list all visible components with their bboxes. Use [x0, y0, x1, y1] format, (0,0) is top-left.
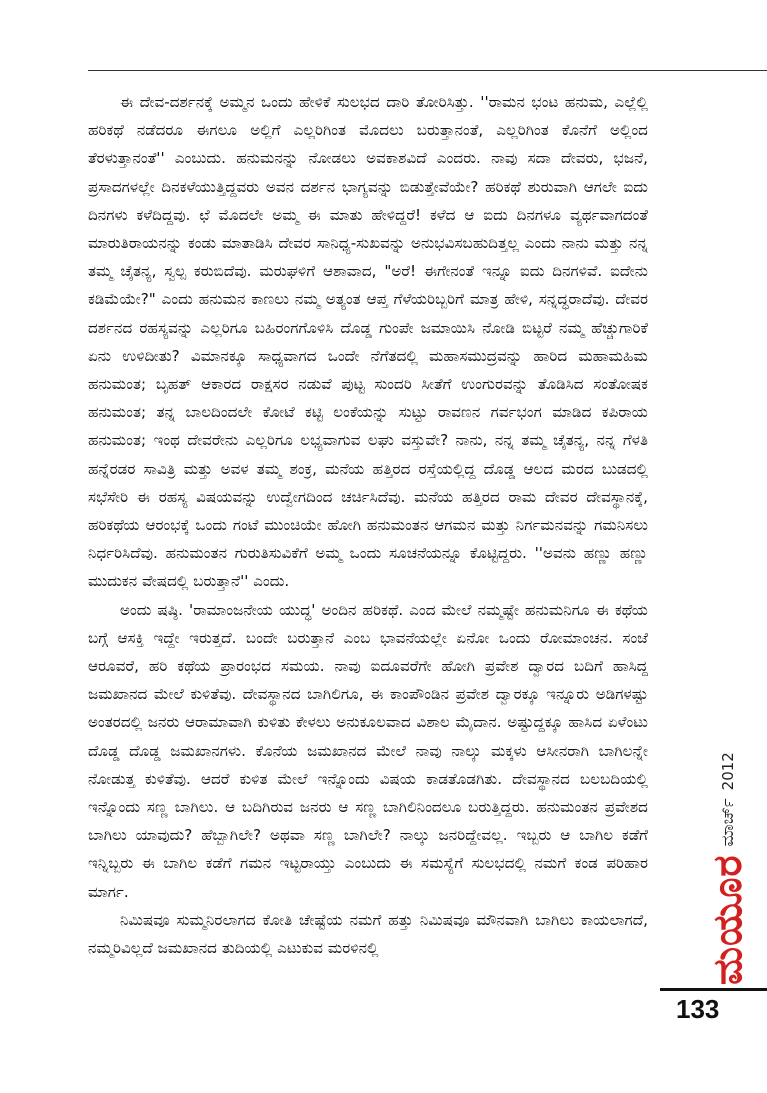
paragraph-2: ಅಂದು ಷಷ್ಠಿ. 'ರಾಮಾಂಜನೇಯ ಯುದ್ಧ' ಅಂದಿನ ಹರಿಕಥೆ. ಎಂದ ಮೇಲೆ ನಮ್ಮಷ್ಟೇ ಹನುಮನಿಗೂ ಈ ಕಥೆಯ ಬಗ್ಗೆ ಆಸಕ್ತಿ ಇದ್ದೇ ಇರುತ್ತದೆ. ಬಂದೇ ಬರುತ್ತಾನೆ ಎಂಬ ಭಾವನೆಯಲ್ಲೇ ಏನೋ ಒಂದು ರೋಮಾಂಚನ. ಸಂಜೆ ಆರೂವರೆ, ಹರಿ ಕಥೆಯ ಪ್ರಾರಂಭದ ಸಮಯ. ನಾವು ಐದೂವರೆಗೇ ಹೋಗಿ ಪ್ರವೇಶ ದ್ವಾರದ ಬದಿಗೆ ಹಾಸಿದ್ದ ಜಮಖಾನದ ಮೇಲೆ ಕುಳಿತೆವು. ದೇವಸ್ಥಾನದ ಬಾಗಿಲಿಗೂ, ಈ ಕಾಂಪೌಂಡಿನ ಪ್ರವೇಶ ದ್ವಾರಕ್ಕೂ ಇನ್ನೂರು ಅಡಿಗಳಷ್ಟು ಅಂತರದಲ್ಲಿ ಜನರು ಆರಾಮಾವಾಗಿ ಕುಳಿತು ಕೇಳಲು ಅನುಕೂಲವಾದ ವಿಶಾಲ ಮೈದಾನ. ಅಷ್ಟುದ್ದಕ್ಕೂ ಹಾಸಿದ ಏಳೆಂಟು ದೊಡ್ಡ ದೊಡ್ಡ ಜಮಖಾನಗಳು. ಕೊನೆಯ ಜಮಖಾನದ ಮೇಲೆ ನಾವು ನಾಲ್ಕು ಮಕ್ಕಳು ಆಸೀನರಾಗಿ ಬಾಗಿಲನ್ನೇ ನೋಡುತ್ತ ಕುಳಿತೆವು. ಆದರೆ ಕುಳಿತ ಮೇಲೆ ಇನ್ನೊಂದು ವಿಷಯ ಕಾಡತೊಡಗಿತು. ದೇವಸ್ಥಾನದ ಬಲಬದಿಯಲ್ಲಿ ಇನ್ನೊಂದು ಸಣ್ಣ ಬಾಗಿಲು. ಆ ಬದಿಗಿರುವ ಜನರು ಆ ಸಣ್ಣ ಬಾಗಿಲಿನಿಂದಲೂ ಬರುತ್ತಿದ್ದರು. ಹನುಮಂತನ ಪ್ರವೇಶದ ಬಾಗಿಲು ಯಾವುದು? ಹೆಬ್ಬಾಗಿಲೇ? ಅಥವಾ ಸಣ್ಣ ಬಾಗಿಲೇ? ನಾಲ್ಕು ಜನರಿದ್ದೇವಲ್ಲ. ಇಬ್ಬರು ಆ ಬಾಗಿಲ ಕಡೆಗೆ ಇನ್ನಿಬ್ಬರು ಈ ಬಾಗಿಲ ಕಡೆಗೆ ಗಮನ ಇಟ್ಟರಾಯ್ತು ಎಂಬುದು ಈ ಸಮಸ್ಯೆಗೆ ಸುಲಭದಲ್ಲಿ ನಮಗೆ ಕಂಡ ಪರಿಹಾರ ಮಾರ್ಗ.	[88, 600, 648, 901]
article-body	[88, 88, 648, 962]
header-rule	[88, 70, 767, 71]
issue-year: 2012	[719, 752, 737, 791]
page-number: 133	[676, 994, 720, 1024]
issue-month: ಮಾರ್ಚ್	[718, 798, 738, 847]
paragraph-1: ಈ ದೇವ-ದರ್ಶನಕ್ಕೆ ಅಮ್ಮನ ಒಂದು ಹೇಳಿಕೆ ಸುಲಭದ ದಾರಿ ತೋರಿಸಿತ್ತು. ''ರಾಮನ ಭಂಟ ಹನುಮ, ಎಲ್ಲೆಲ್ಲಿ ಹರಿಕಥೆ ನಡೆದರೂ ಈಗಲೂ ಅಲ್ಲಿಗೆ ಎಲ್ಲರಿಗಿಂತ ಮೊದಲು ಬರುತ್ತಾನಂತೆ, ಎಲ್ಲರಿಗಿಂತ ಕೊನೆಗೆ ಅಲ್ಲಿಂದ ತೆರಳುತ್ತಾನಂತೆ'' ಎಂಬುದು. ಹನುಮನನ್ನು ನೋಡಲು ಅವಕಾಶವಿದೆ ಎಂದರು. ನಾವು ಸದಾ ದೇವರು, ಭಜನೆ, ಪ್ರಸಾದಗಳಲ್ಲೇ ದಿನಕಳೆಯುತ್ತಿದ್ದವರು ಅವನ ದರ್ಶನ ಭಾಗ್ಯವನ್ನು ಬಿಡುತ್ತೇವೆಯೇ? ಹರಿಕಥೆ ಶುರುವಾಗಿ ಆಗಲೇ ಐದು ದಿನಗಳು ಕಳೆದಿದ್ದವು. ಛೆ ಮೊದಲೇ ಅಮ್ಮ ಈ ಮಾತು ಹೇಳಿದ್ದರೆ! ಕಳೆದ ಆ ಐದು ದಿನಗಳೂ ವ್ಯರ್ಥವಾಗದಂತೆ ಮಾರುತಿರಾಯನನ್ನು ಕಂಡು ಮಾತಾಡಿಸಿ ದೇವರ ಸಾನಿಧ್ಯ-ಸುಖವನ್ನು ಅನುಭವಿಸಬಹುದಿತ್ತಲ್ಲ ಎಂದು ನಾನು ಮತ್ತು ನನ್ನ ತಮ್ಮ ಚೈತನ್ಯ, ಸ್ವಲ್ಪ ಕರುಬಿದೆವು. ಮರುಘಳಿಗೆ ಆಶಾವಾದ, "ಅರೆ! ಈಗೇನಂತೆ ಇನ್ನೂ ಐದು ದಿನಗಳಿವೆ. ಐದೇನು ಕಡಿಮೆಯೇ?" ಎಂದು ಹನುಮನ ಕಾಣಲು ನಮ್ಮ ಅತ್ಯಂತ ಆಪ್ತ ಗೆಳೆಯರಿಬ್ಬರಿಗೆ ಮಾತ್ರ ಹೇಳಿ, ಸನ್ನದ್ಧರಾದೆವು. ದೇವರ ದರ್ಶನದ ರಹಸ್ಯವನ್ನು ಎಲ್ಲರಿಗೂ ಬಹಿರಂಗಗೊಳಿಸಿ ದೊಡ್ಡ ಗುಂಪೇ ಜಮಾಯಿಸಿ ನೋಡಿ ಬಿಟ್ಟರೆ ನಮ್ಮ ಹೆಚ್ಚುಗಾರಿಕೆ ಏನು ಉಳಿದೀತು? ವಿಮಾನಕ್ಕೂ ಸಾಧ್ಯವಾಗದ ಒಂದೇ ನೆಗೆತದಲ್ಲಿ ಮಹಾಸಮುದ್ರವನ್ನು ಹಾರಿದ ಮಹಾಮಹಿಮ ಹನುಮಂತ; ಬೃಹತ್ ಆಕಾರದ ರಾಕ್ಷಸರ ನಡುವೆ ಪುಟ್ಟ ಸುಂದರಿ ಸೀತೆಗೆ ಉಂಗುರವನ್ನು ತೊಡಿಸಿದ ಸಂತೋಷಕ ಹನುಮಂತ; ತನ್ನ ಬಾಲದಿಂದಲೇ ಕೋಟೆ ಕಟ್ಟಿ ಲಂಕೆಯನ್ನು ಸುಟ್ಟು ರಾವಣನ ಗರ್ವಭಂಗ ಮಾಡಿದ ಕಪಿರಾಯ ಹನುಮಂತ; ಇಂಥ ದೇವರೇನು ಎಲ್ಲರಿಗೂ ಲಭ್ಯವಾಗುವ ಲಘು ವಸ್ತುವೇ? ನಾನು, ನನ್ನ ತಮ್ಮ ಚೈತನ್ಯ, ನನ್ನ ಗೆಳತಿ ಹನ್ನೆರಡರ ಸಾವಿತ್ರಿ ಮತ್ತು ಅವಳ ತಮ್ಮ ಶಂಕ್ರ, ಮನೆಯ ಹತ್ತಿರದ ರಸ್ತೆಯಲ್ಲಿದ್ದ ದೊಡ್ಡ ಆಲದ ಮರದ ಬುಡದಲ್ಲಿ ಸಭೆಸೇರಿ ಈ ರಹಸ್ಯ ವಿಷಯವನ್ನು ಉದ್ವೇಗದಿಂದ ಚರ್ಚಿಸಿದೆವು. ಮನೆಯ ಹತ್ತಿರದ ರಾಮ ದೇವರ ದೇವಸ್ಥಾನಕ್ಕೆ, ಹರಿಕಥೆಯ ಆರಂಭಕ್ಕೆ ಒಂದು ಗಂಟೆ ಮುಂಚಿಯೇ ಹೋಗಿ ಹನುಮಂತನ ಆಗಮನ ಮತ್ತು ನಿರ್ಗಮನವನ್ನು ಗಮನಿಸಲು ನಿರ್ಧರಿಸಿದೆವು. ಹನುಮಂತನ ಗುರುತಿಸುವಿಕೆಗೆ ಅಮ್ಮ ಒಂದು ಸೂಚನೆಯನ್ನೂ ಕೊಟ್ಟಿದ್ದರು. ''ಅವನು ಹಣ್ಣು ಹಣ್ಣು ಮುದುಕನ ವೇಷದಲ್ಲಿ ಬರುತ್ತಾನೆ'' ಎಂದು.	[88, 93, 648, 591]
magazine-masthead	[705, 752, 751, 985]
paragraph-3: ನಿಮಿಷವೂ ಸುಮ್ಮನಿರಲಾಗದ ಕೋತಿ ಚೇಷ್ಟೆಯ ನಮಗೆ ಹತ್ತು ನಿಮಿಷವೂ ಮೌನವಾಗಿ ಬಾಗಿಲು ಕಾಯಲಾಗದೆ, ನಮ್ಮರಿವಿಲ್ಲದೆ ಜಮಖಾನದ ತುದಿಯಲ್ಲಿ ಎಟುಕುವ ಮರಳಿನಲ್ಲಿ	[88, 910, 648, 958]
magazine-name: ಮಯೂರ	[705, 854, 751, 985]
page-number-rule	[660, 988, 767, 991]
magazine-sidebar	[668, 752, 751, 985]
